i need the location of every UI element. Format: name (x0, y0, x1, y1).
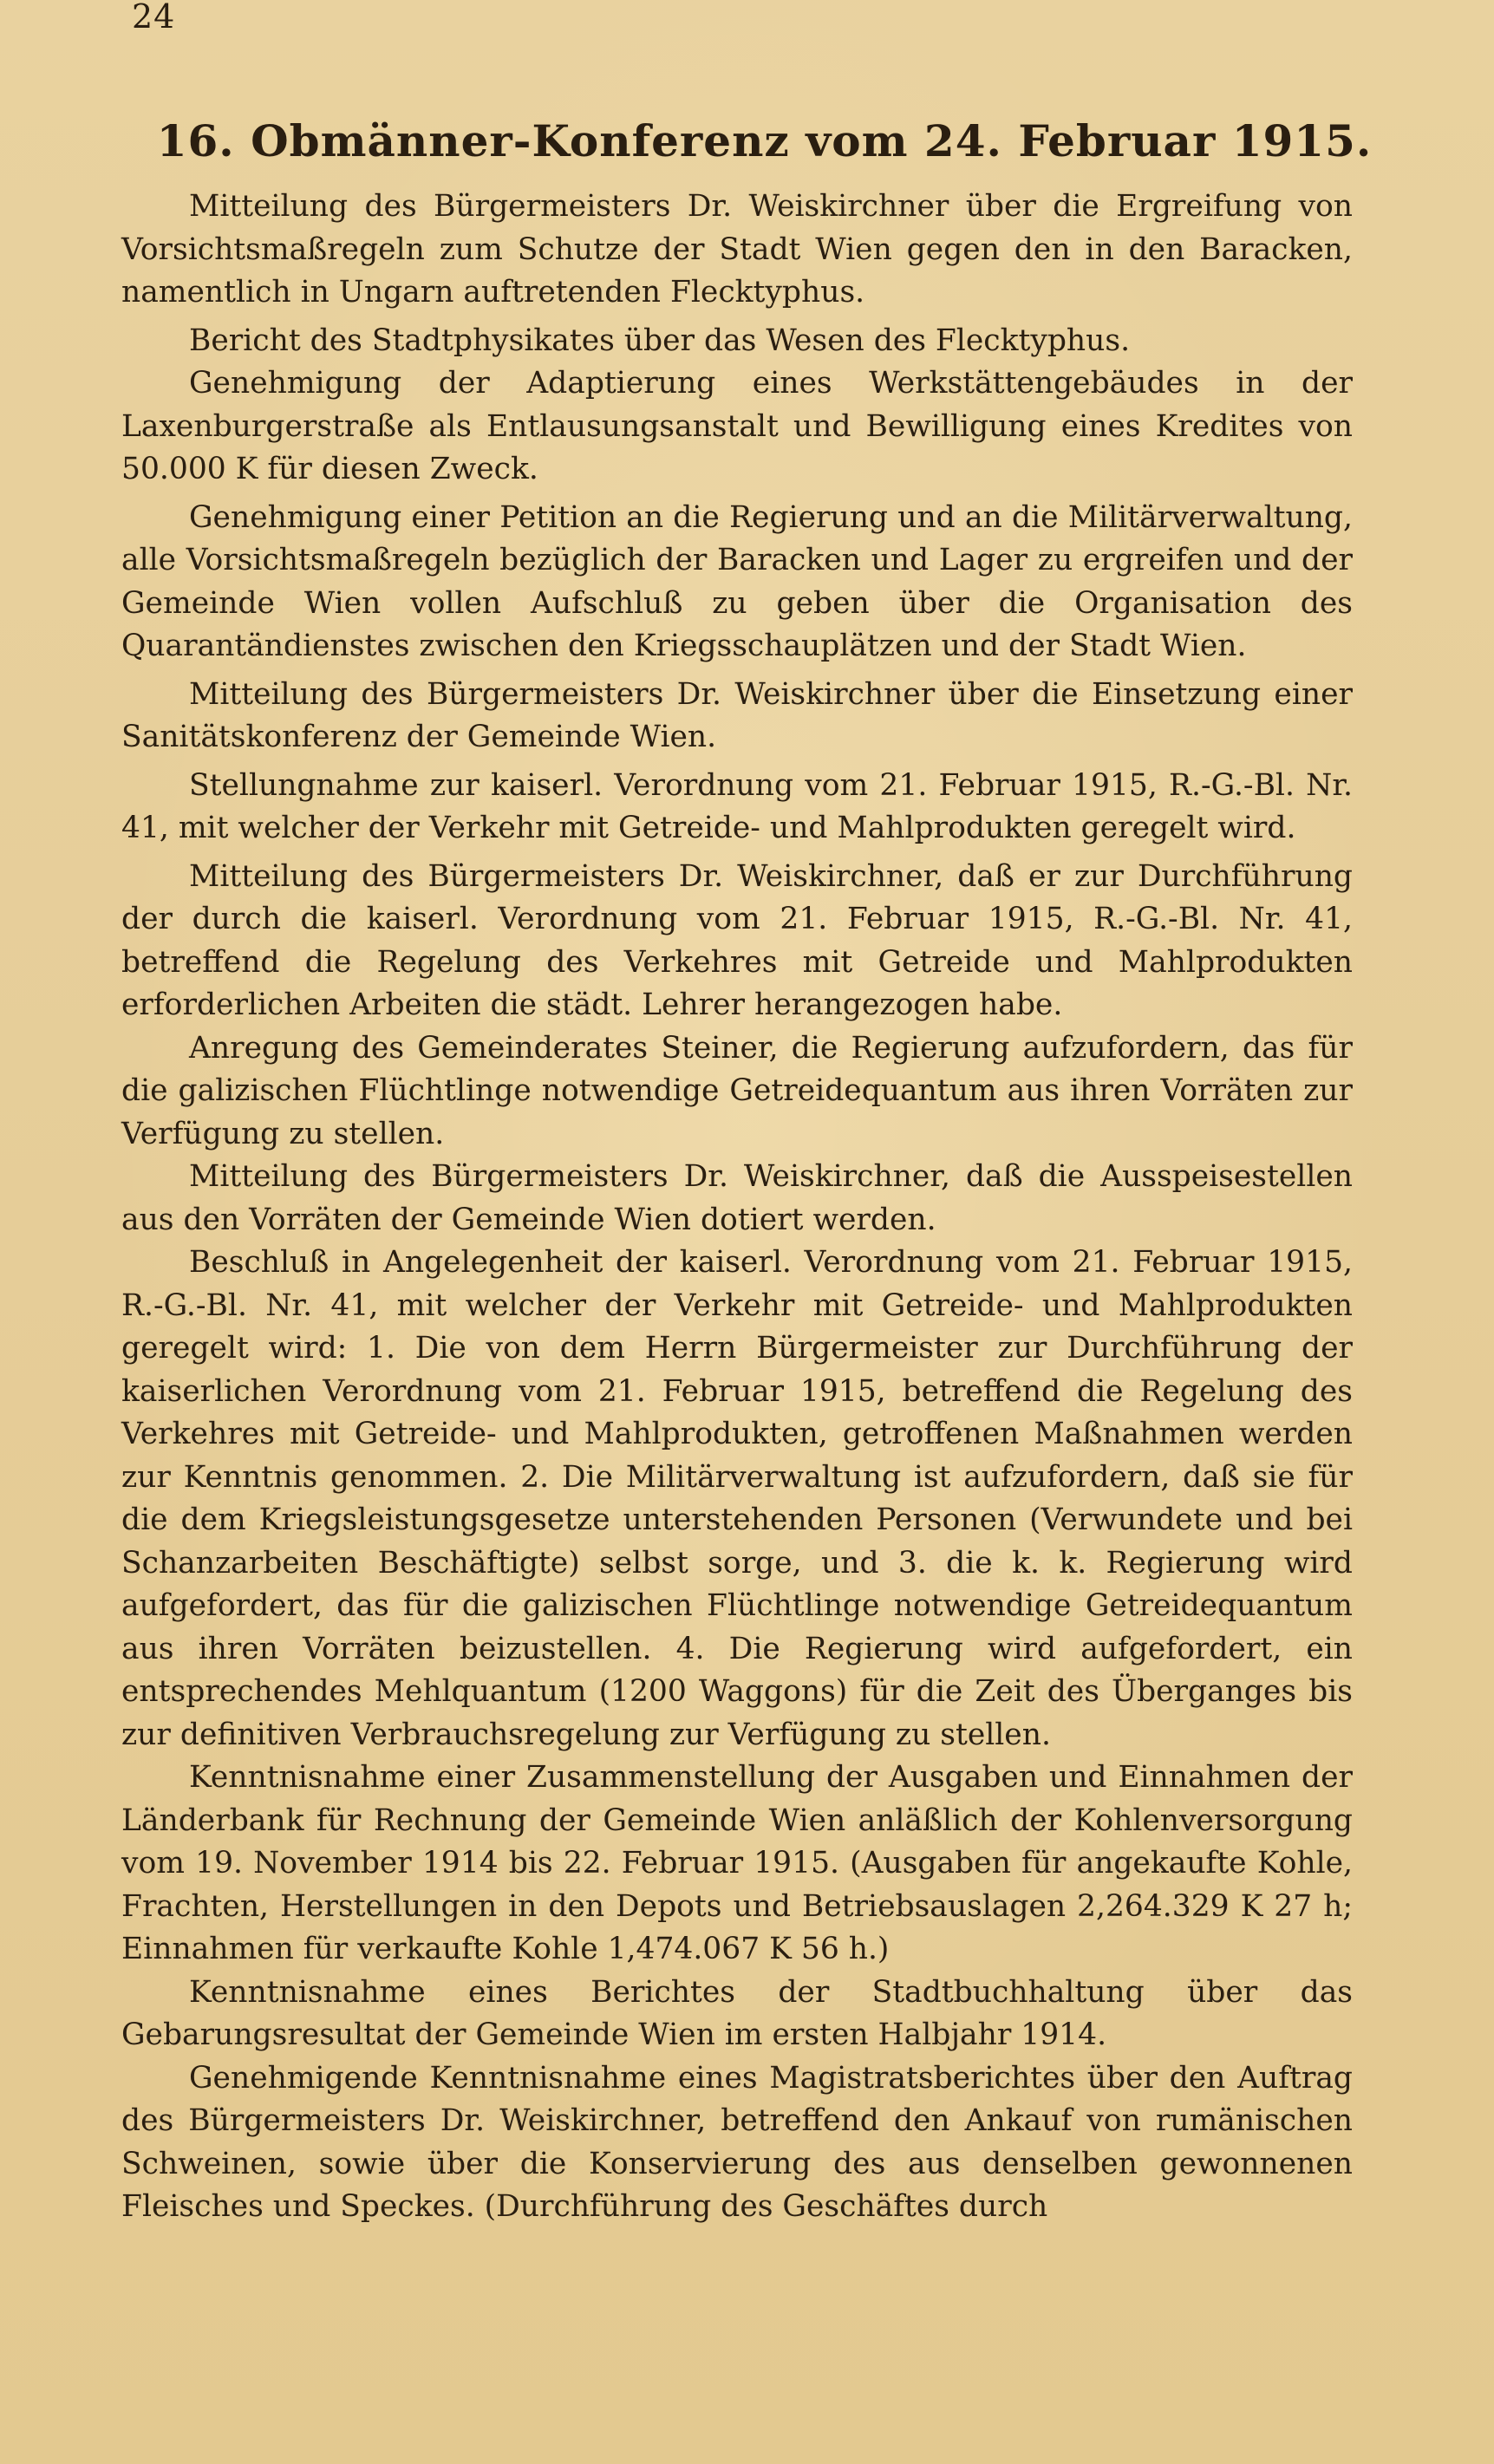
paragraph: Mitteilung des Bürgermeisters Dr. Weiskirchner über die Einsetzung einer Sanitätskonferenz der Gemeinde Wien. (121, 676, 1353, 754)
paragraph: Anregung des Gemeinderates Steiner, die Regierung aufzufordern, das für die galizischen Flüchtlinge notwendige Getreidequantum aus ihren Vorräten zur Verfügung zu stellen. (121, 1030, 1353, 1151)
paragraph: Beschluß in Angelegenheit der kaiserl. Verordnung vom 21. Februar 1915, R.-G.-Bl. Nr. 41, mit welcher der Verkehr mit Getreide- und Mahlprodukten geregelt wird: 1. Die von dem Herrn Bürgermeister zur Durchführung der kaiserlichen Verordnung vom 21. Februar 1915, betreffend die Regelung des Verkehres mit Getreide- und Mahlprodukten, getroffenen Maßnahmen werden zur Kenntnis genommen. 2. Die Militärverwaltung ist aufzufordern, daß sie für die dem Kriegsleistungsgesetze unterstehenden Personen (Verwundete und bei Schanzarbeiten Beschäftigte) selbst sorge, und 3. die k. k. Regierung wird aufgefordert, das für die galizischen Flüchtlinge notwendige Getreidequantum aus ihren Vorräten beizustellen. 4. Die Regierung wird aufgefordert, ein entsprechendes Mehlquantum (1200 Waggons) für die Zeit des Überganges bis zur definitiven Verbrauchsregelung zur Verfügung zu stellen. (121, 1245, 1353, 1752)
paragraph: Mitteilung des Bürgermeisters Dr. Weiskirchner, daß die Ausspeisestellen aus den Vorräten der Gemeinde Wien dotiert werden. (121, 1159, 1353, 1237)
paragraph: Kenntnisnahme einer Zusammenstellung der Ausgaben und Einnahmen der Länderbank für Rechnung der Gemeinde Wien anläßlich der Kohlenversorgung vom 19. November 1914 bis 22. Februar 1915. (Ausgaben für angekaufte Kohle, Frachten, Herstellungen in den Depots und Betriebsauslagen 2,264.329 K 27 h; Einnahmen für verkaufte Kohle 1,474.067 K 56 h.) (121, 1760, 1353, 1966)
paragraph: Genehmigende Kenntnisnahme eines Magistratsberichtes über den Auftrag des Bürgermeisters Dr. Weiskirchner, betreffend den Ankauf von rumänischen Schweinen, sowie über die Konservierung des aus denselben gewonnenen Fleisches und Speckes. (Durchführung des Geschäftes durch (121, 2060, 1353, 2224)
paragraph: Mitteilung des Bürgermeisters Dr. Weiskirchner, daß er zur Durchführung der durch die kaiserl. Verordnung vom 21. Februar 1915, R.-G.-Bl. Nr. 41, betreffend die Regelung des Verkehres mit Getreide und Mahlprodukten erforderlichen Arbeiten die städt. Lehrer herangezogen habe. (121, 858, 1353, 1022)
page-number: 24 (132, 0, 176, 36)
paragraph: Kenntnisnahme eines Berichtes der Stadtbuchhaltung über das Gebarungsresultat der Gemeinde Wien im ersten Halbjahr 1914. (121, 1974, 1353, 2052)
paragraph: Mitteilung des Bürgermeisters Dr. Weiskirchner über die Ergreifung von Vorsichtsmaßregeln zum Schutze der Stadt Wien gegen den in den Baracken, namentlich in Ungarn auftretenden Flecktyphus. (121, 189, 1353, 310)
section-heading: 16. Obmänner-Konferenz vom 24. Februar 1915. (156, 115, 1373, 166)
paragraph: Bericht des Stadtphysikates über das Wesen des Flecktyphus. (189, 323, 1131, 358)
paragraph: Genehmigung einer Petition an die Regierung und an die Militärverwaltung, alle Vorsichtsmaßregeln bezüglich der Baracken und Lager zu ergreifen und der Gemeinde Wien vollen Aufschluß zu geben über die Organisation des Quarantändienstes zwischen den Kriegsschauplätzen und der Stadt Wien. (121, 499, 1353, 663)
paragraph: Stellungnahme zur kaiserl. Verordnung vom 21. Februar 1915, R.-G.-Bl. Nr. 41, mit welcher der Verkehr mit Getreide- und Mahlprodukten geregelt wird. (121, 767, 1353, 845)
body-text (121, 186, 1353, 2229)
paragraph: Genehmigung der Adaptierung eines Werkstättengebäudes in der Laxenburgerstraße als Entlausungsanstalt und Bewilligung eines Kredites von 50.000 K für diesen Zweck. (121, 366, 1353, 486)
